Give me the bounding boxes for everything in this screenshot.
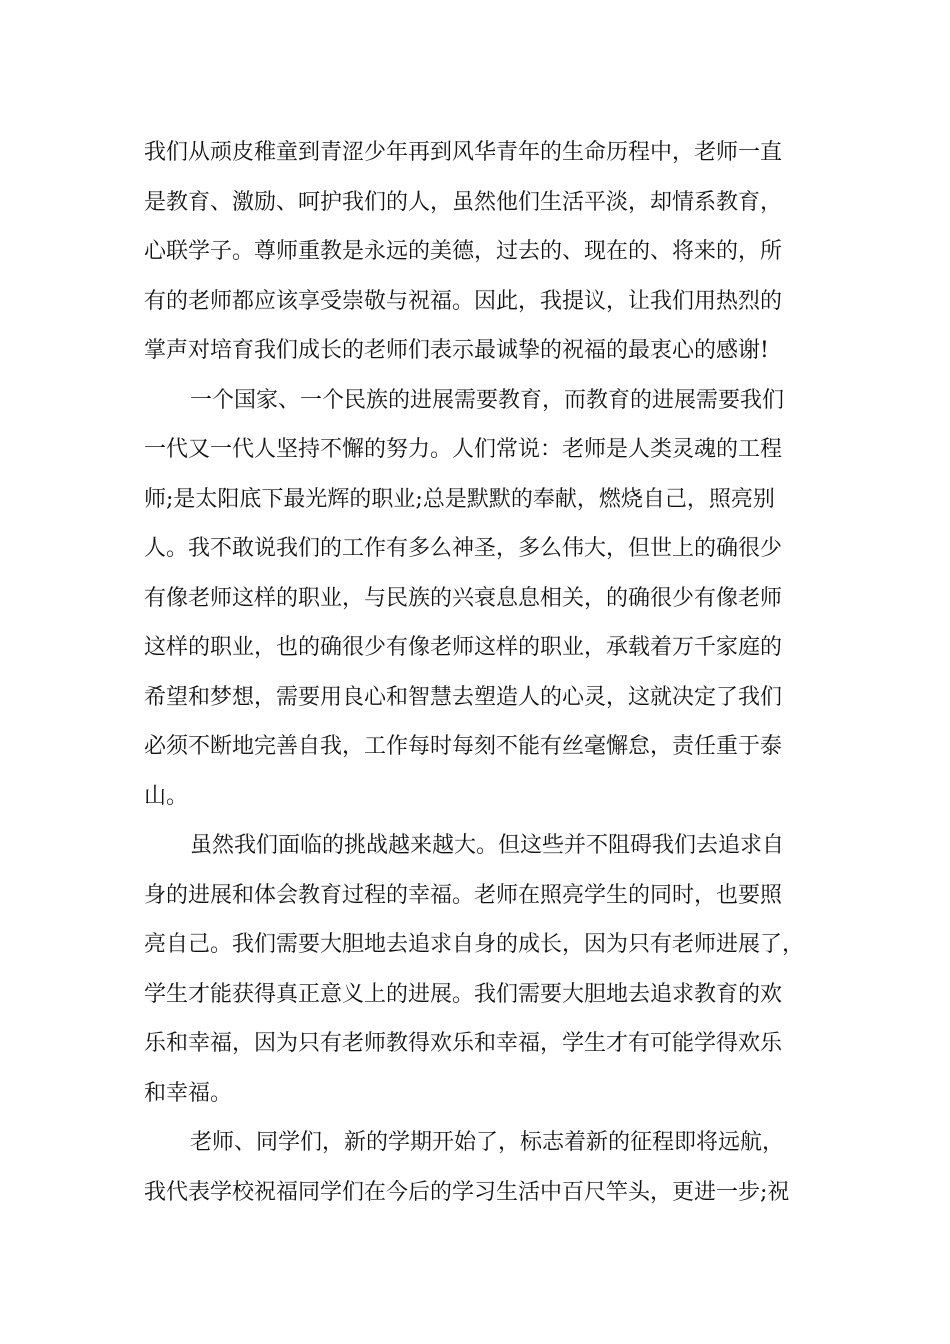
document-body [144, 128, 824, 1217]
text-line: 有的老师都应该享受崇敬与祝福。因此，我提议，让我们用热烈的 [144, 288, 783, 314]
text-line: 是教育、激励、呵护我们的人，虽然他们生活平淡，却情系教育， [144, 189, 783, 215]
text-line: 山。 [144, 783, 189, 809]
text-line: 和幸福。 [144, 1080, 233, 1106]
paragraph-start-line: 虽然我们面临的挑战越来越大。但这些并不阻碍我们去追求自 [190, 833, 785, 858]
text-line: 师;是太阳底下最光辉的职业;总是默默的奉献，燃烧自己，照亮别 [144, 486, 775, 512]
paragraph-start-line: 一个国家、一个民族的进展需要教育，而教育的进展需要我们 [190, 387, 785, 413]
text-line: 亮自己。我们需要大胆地去追求自身的成长，因为只有老师进展了， [144, 932, 805, 957]
text-line: 身的进展和体会教育过程的幸福。老师在照亮学生的同时，也要照 [144, 882, 783, 908]
text-line: 有像老师这样的职业，与民族的兴衰息息相关，的确很少有像老师 [144, 585, 783, 611]
text-line: 我代表学校祝福同学们在今后的学习生活中百尺竿头，更进一步;祝 [144, 1179, 790, 1205]
text-line: 学生才能获得真正意义上的进展。我们需要大胆地去追求教育的欢 [144, 981, 783, 1007]
text-line: 乐和幸福，因为只有老师教得欢乐和幸福，学生才有可能学得欢乐 [144, 1031, 783, 1056]
text-line: 必须不断地完善自我，工作每时每刻不能有丝毫懈怠，责任重于泰 [144, 734, 783, 759]
text-line: 一代又一代人坚持不懈的努力。人们常说：老师是人类灵魂的工程 [144, 437, 783, 462]
text-line: 心联学子。尊师重教是永远的美德，过去的、现在的、将来的，所 [144, 239, 783, 264]
text-line: 人。我不敢说我们的工作有多么神圣，多么伟大，但世上的确很少 [144, 536, 783, 561]
text-line: 希望和梦想，需要用良心和智慧去塑造人的心灵，这就决定了我们 [144, 684, 783, 710]
text-line: 我们从顽皮稚童到青涩少年再到风华青年的生命历程中，老师一直 [144, 140, 783, 165]
paragraph-start-line: 老师、同学们，新的学期开始了，标志着新的征程即将远航， [190, 1130, 785, 1155]
text-line: 这样的职业，也的确很少有像老师这样的职业，承载着万千家庭的 [144, 635, 783, 660]
text-line: 掌声对培育我们成长的老师们表示最诚挚的祝福的最衷心的感谢! [144, 338, 769, 363]
